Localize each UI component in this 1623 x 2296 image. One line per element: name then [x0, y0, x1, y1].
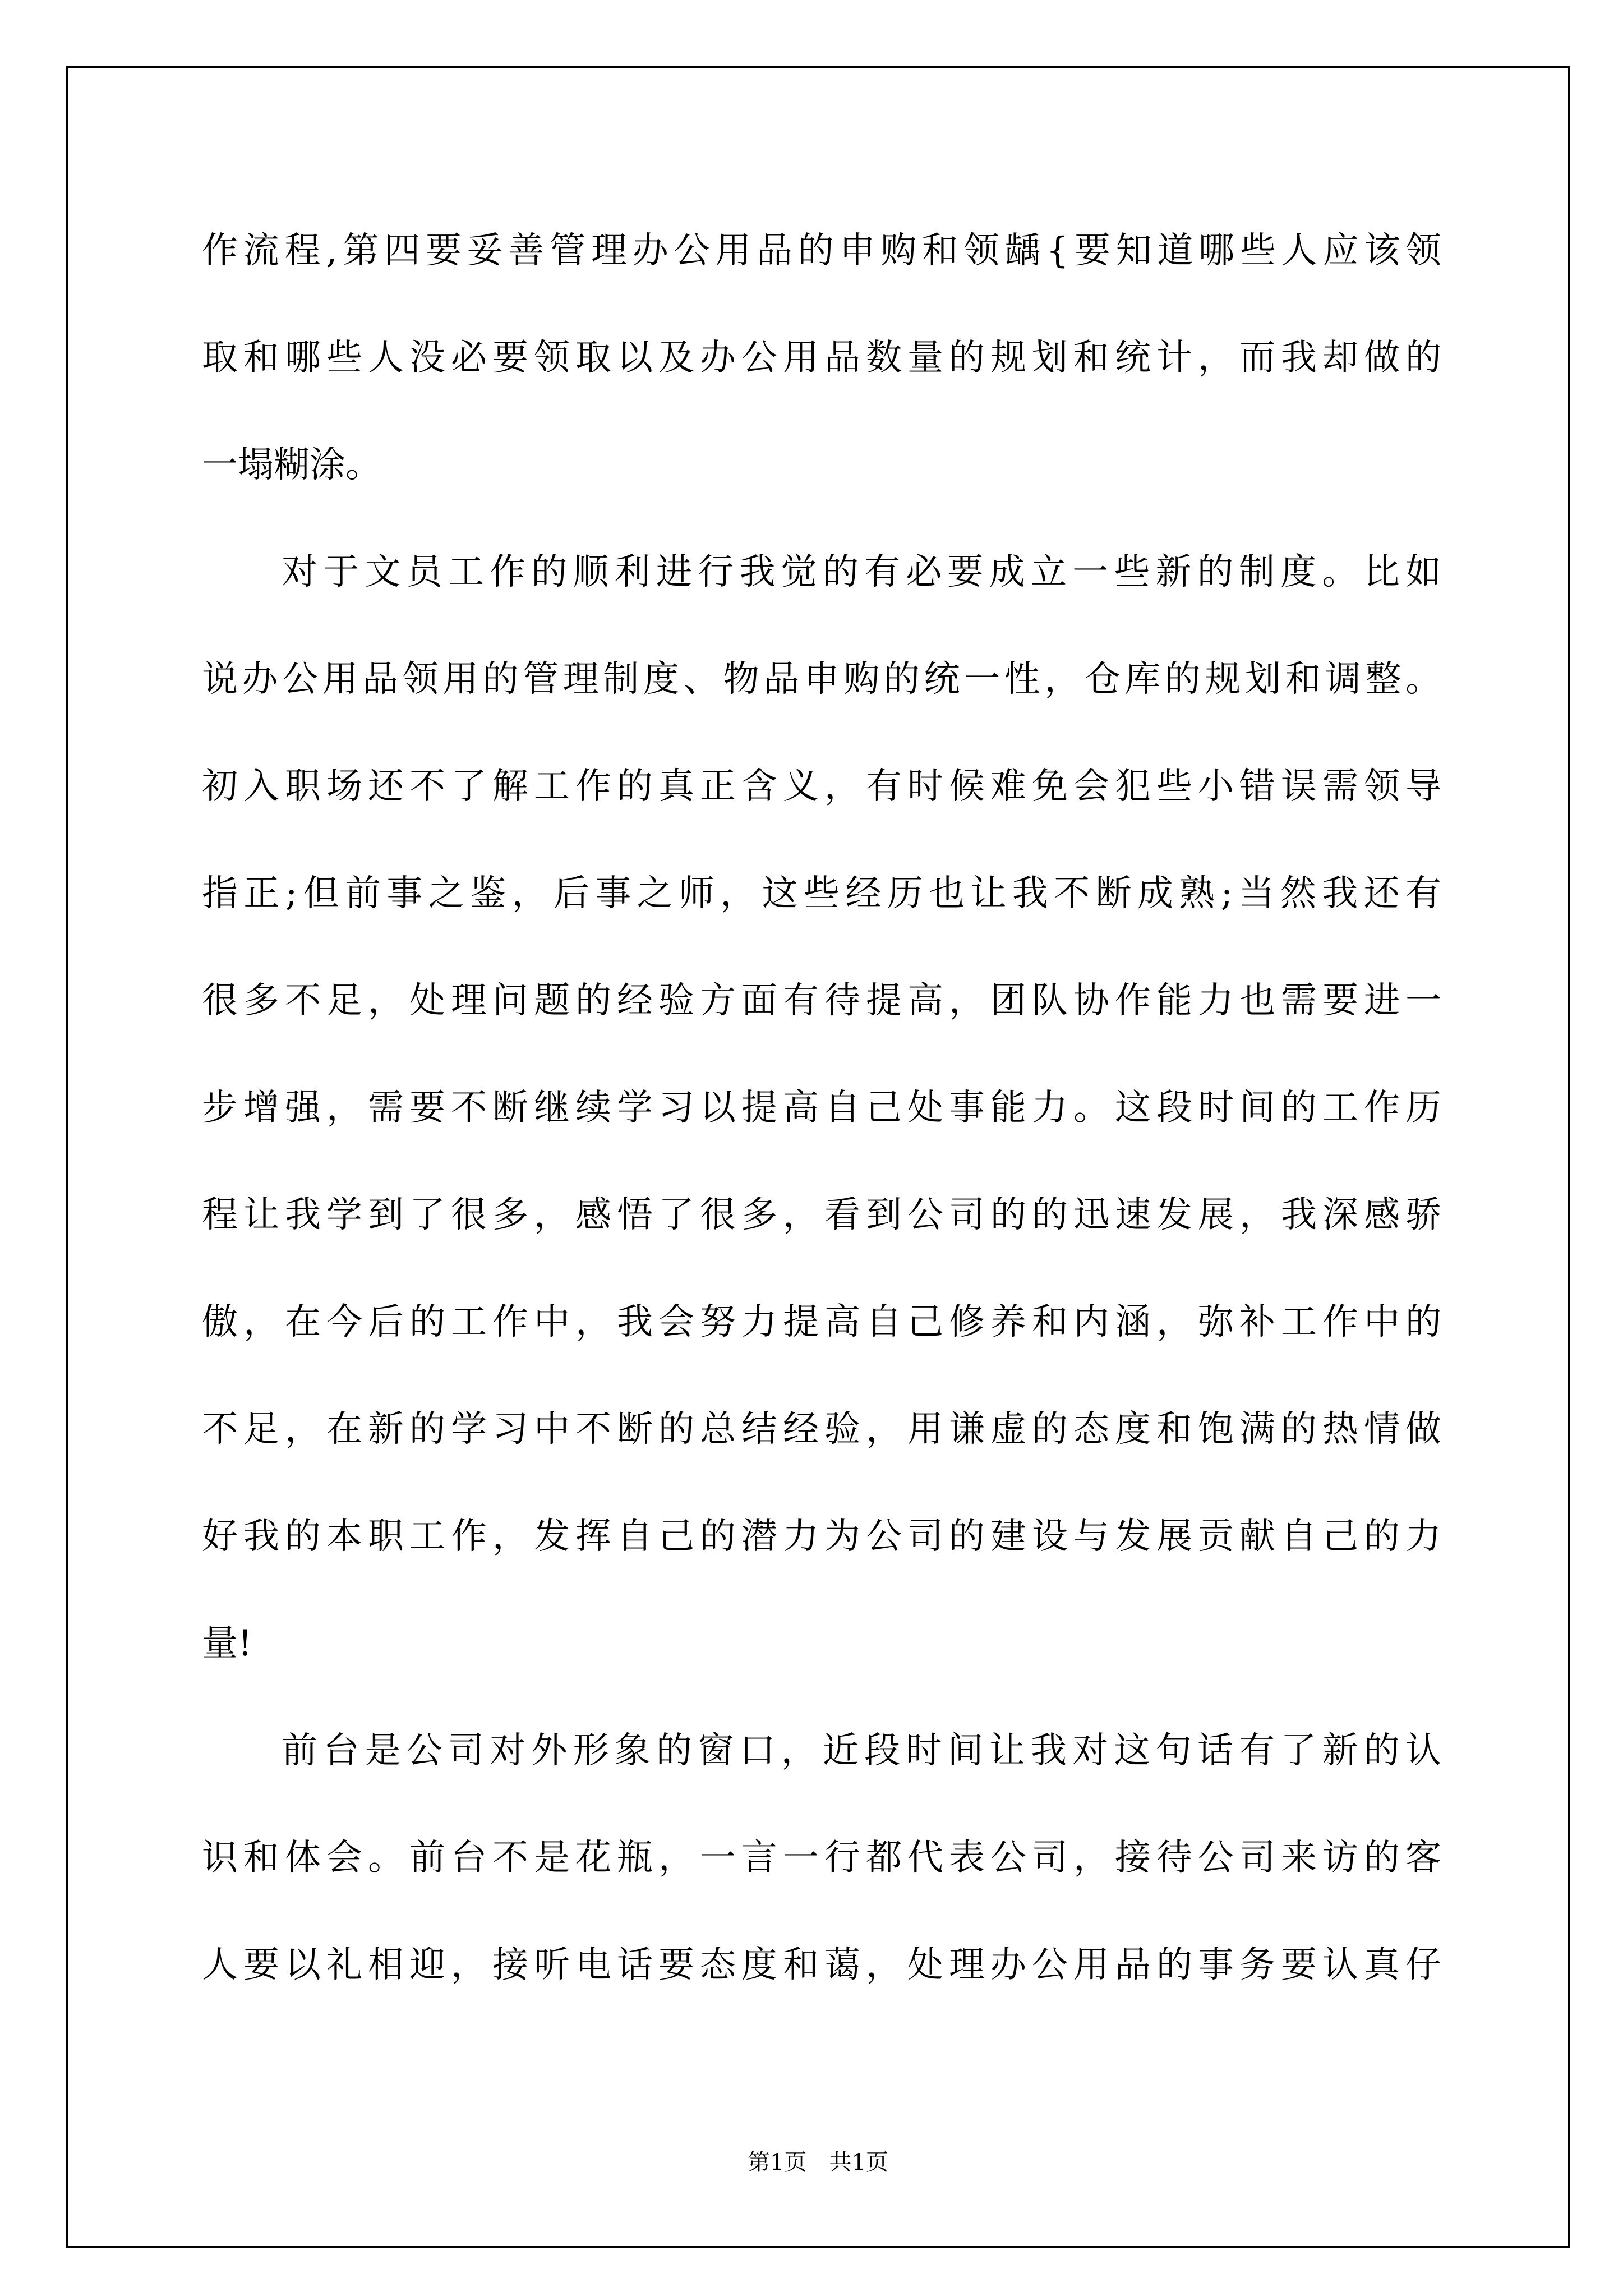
text-line: 作流程,第四要妥善管理办公用品的申购和领龋{要知道哪些人应该领 [202, 230, 1441, 272]
text-line: 量! [202, 1623, 252, 1664]
text-line: 人要以礼相迎，接听电话要态度和蔼，处理办公用品的事务要认真仔 [202, 1944, 1441, 1986]
text-line: 取和哪些人没必要领取以及办公用品数量的规划和统计，而我却做的 [202, 337, 1441, 379]
text-line: 指正;但前事之鉴，后事之师，这些经历也让我不断成熟;当然我还有 [202, 873, 1441, 914]
text-line: 说办公用品领用的管理制度、物品申购的统一性，仓库的规划和调整。 [202, 659, 1441, 700]
paragraph [202, 519, 1441, 1697]
text-line: 一塌糊涂。 [202, 444, 381, 486]
text-line: 初入职场还不了解工作的真正含义，有时候难免会犯些小错误需领导 [202, 766, 1441, 807]
text-line: 程让我学到了很多，感悟了很多，看到公司的的迅速发展，我深感骄 [202, 1194, 1441, 1236]
text-line: 对于文员工作的顺利进行我觉的有必要成立一些新的制度。比如 [282, 551, 1441, 593]
document-body [202, 197, 1441, 2019]
text-line: 傲，在今后的工作中，我会努力提高自己修养和内涵，弥补工作中的 [202, 1301, 1441, 1343]
paragraph [202, 1697, 1441, 2019]
text-line: 步增强，需要不断继续学习以提高自己处事能力。这段时间的工作历 [202, 1087, 1441, 1129]
text-line: 不足，在新的学习中不断的总结经验，用谦虚的态度和饱满的热情做 [202, 1409, 1441, 1450]
text-line: 识和体会。前台不是花瓶，一言一行都代表公司，接待公司来访的客 [202, 1837, 1441, 1879]
page-footer: 第1页 共1页 [748, 2150, 888, 2175]
text-line: 好我的本职工作，发挥自己的潜力为公司的建设与发展贡献自己的力 [202, 1516, 1441, 1557]
paragraph [202, 197, 1441, 519]
text-line: 很多不足，处理问题的经验方面有待提高，团队协作能力也需要进一 [202, 980, 1441, 1022]
text-line: 前台是公司对外形象的窗口，近段时间让我对这句话有了新的认 [282, 1730, 1441, 1772]
